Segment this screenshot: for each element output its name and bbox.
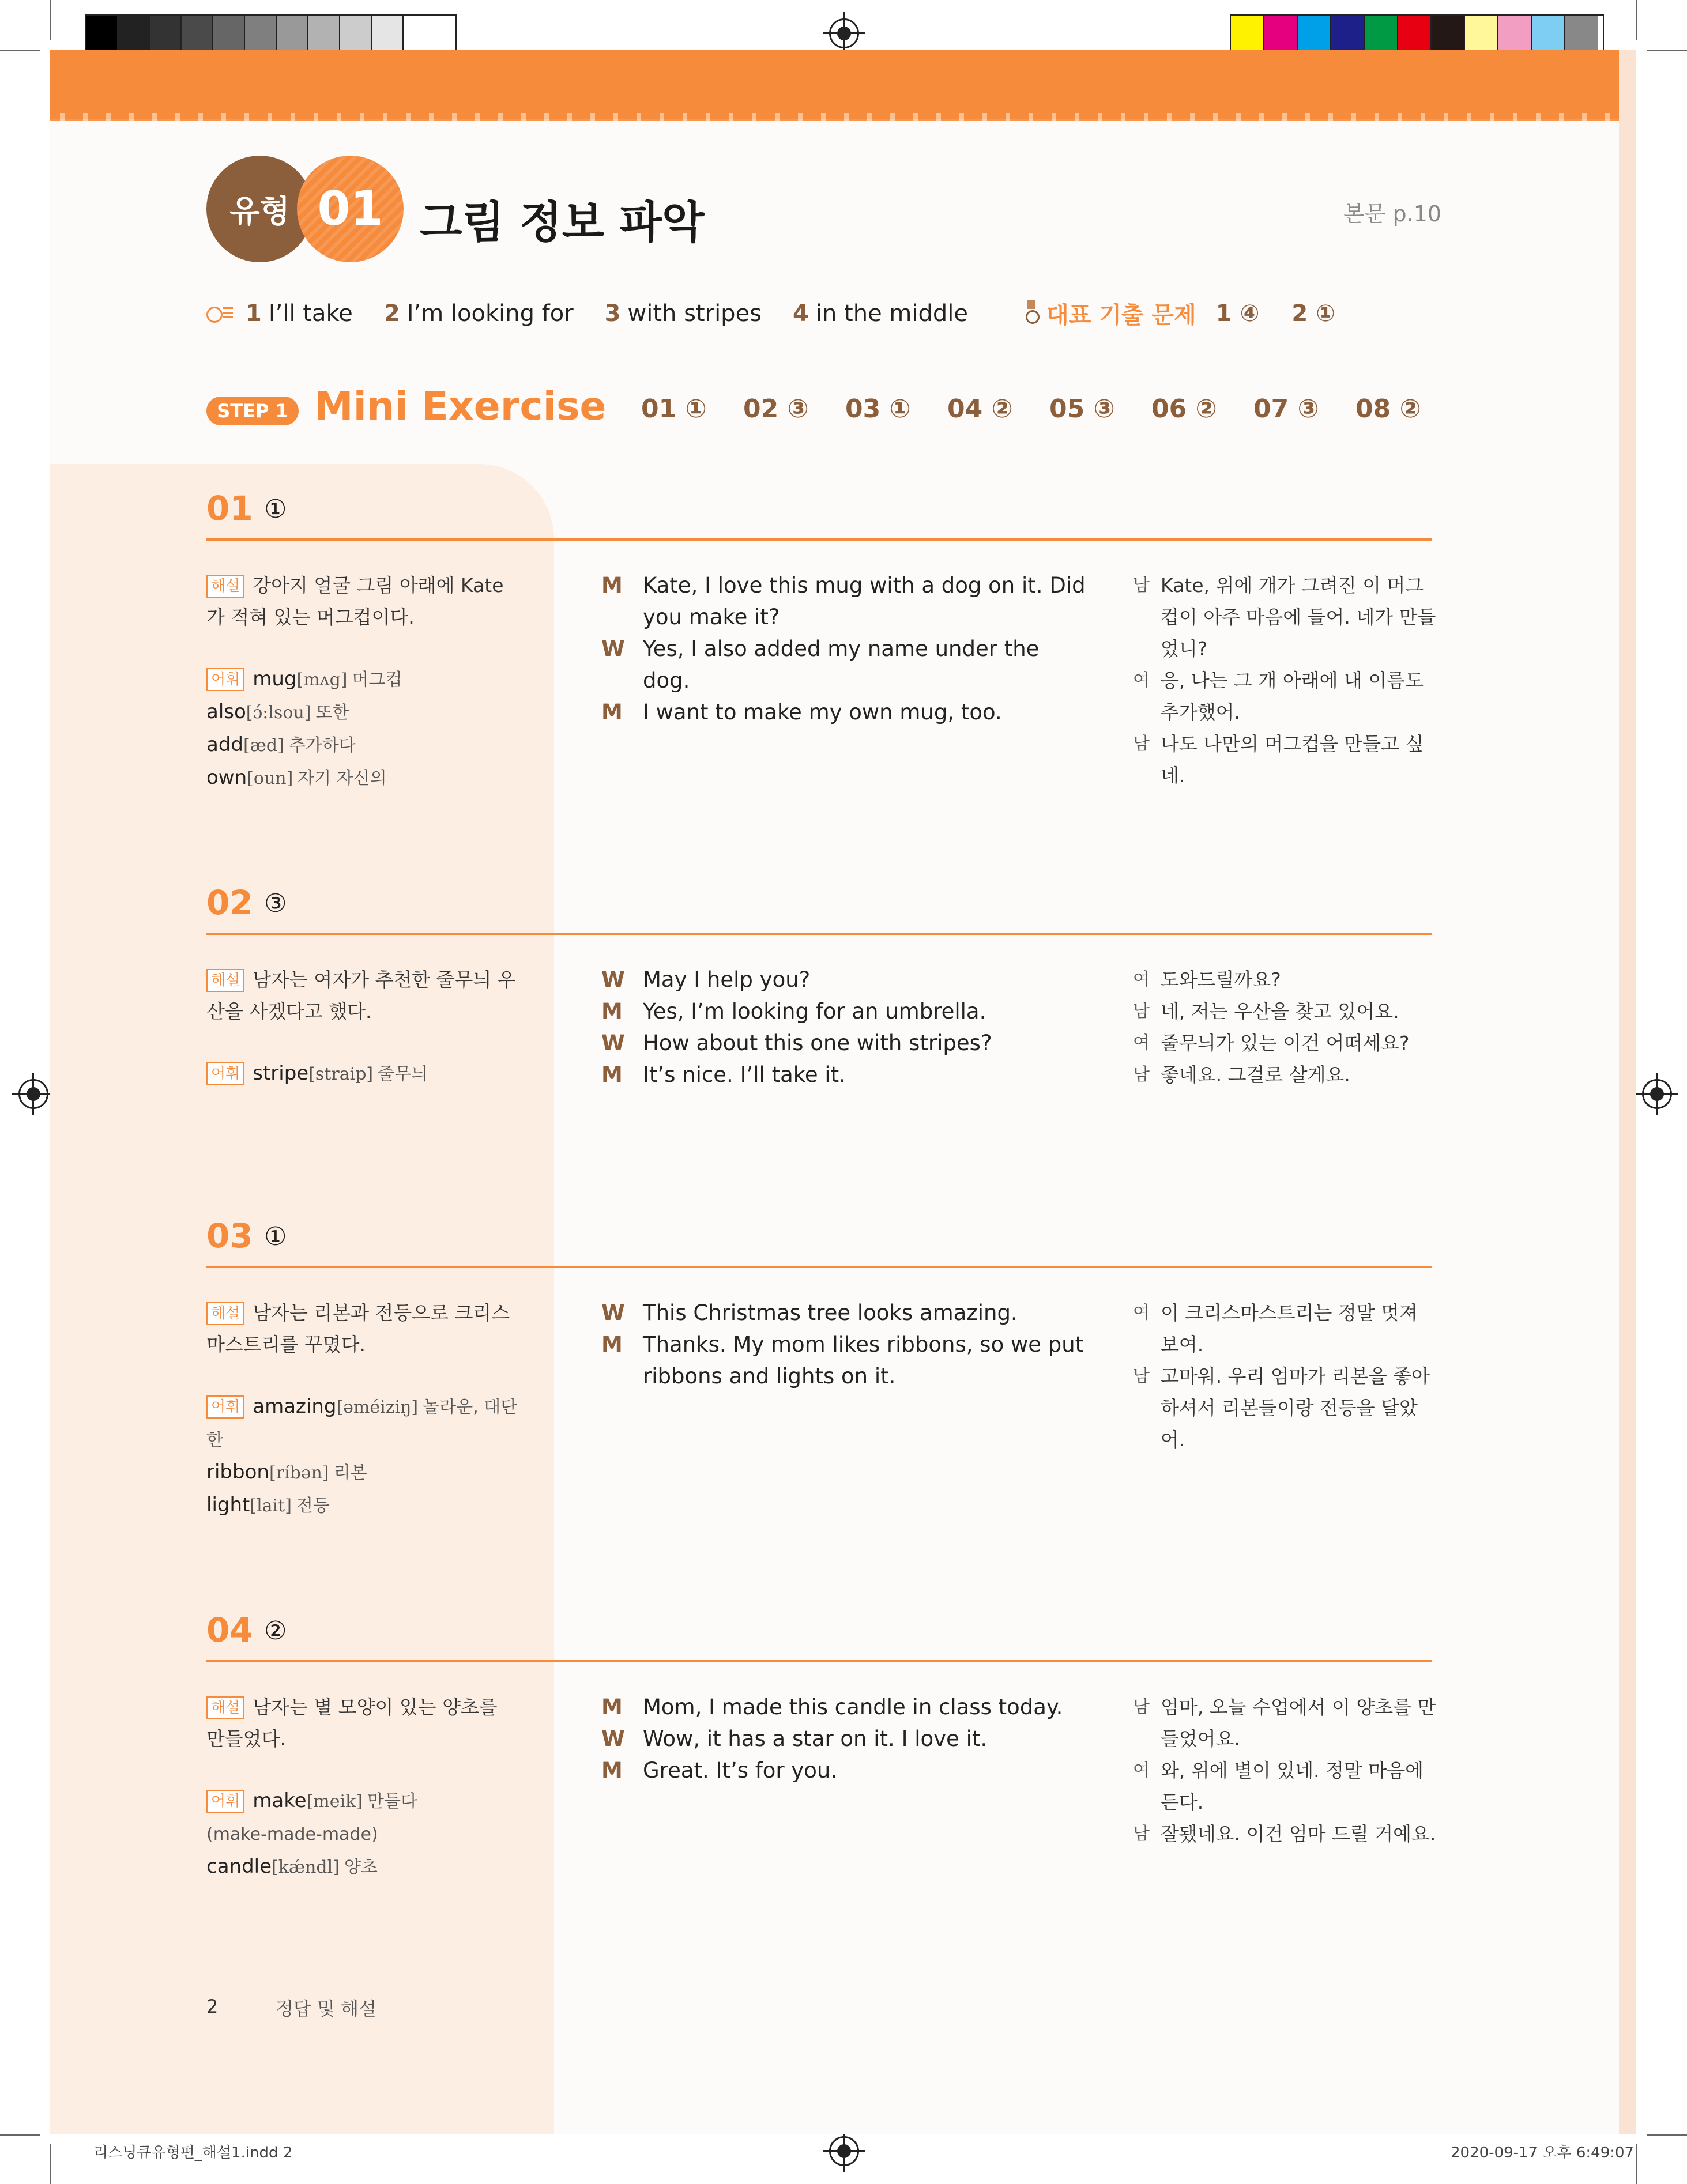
section-divider: [206, 1660, 1432, 1662]
section-answer: ③: [264, 889, 287, 918]
explanation: 해설 남자는 별 모양이 있는 양초를 만들었다.: [206, 1696, 498, 1750]
step-answer: 07 ③: [1253, 394, 1319, 424]
crop-mark: [1636, 0, 1637, 40]
section-divider: [206, 538, 1432, 541]
dialogue-line: M I want to make my own mug, too.: [601, 700, 1002, 725]
step-badge: STEP 1: [206, 397, 299, 425]
vocab-item: 어휘 mug[mʌg] 머그컵: [206, 663, 529, 696]
section-answer: ①: [264, 1222, 287, 1251]
explanation-tag: 해설: [206, 575, 244, 598]
section-divider: [206, 933, 1432, 935]
header-band-edge: [50, 113, 1619, 121]
section-divider: [206, 1266, 1432, 1268]
section-number: 04: [206, 1610, 253, 1650]
vocab-extra: (make-made-made): [206, 1824, 378, 1844]
translation-line: 남 좋네요. 그걸로 살게요.: [1133, 1063, 1350, 1086]
crop-mark: [1636, 2144, 1637, 2184]
dialogue-line: W How about this one with stripes?: [601, 1031, 992, 1055]
page-bleed-strip: [1619, 50, 1636, 2134]
vocabulary: [206, 663, 529, 794]
translation-line: 남 고마워. 우리 엄마가 리본을 좋아하셔서 리본들이랑 전등을 달았어.: [1133, 1365, 1430, 1451]
dialogue-line: W Yes, I also added my name under the dog.: [601, 636, 1040, 693]
type-badge: 유형: [206, 156, 313, 262]
vocab-item: candle[kǽndl] 양초: [206, 1855, 378, 1878]
representative-answer: 2 ①: [1291, 300, 1335, 327]
answer-item: 2 I’m looking for: [383, 300, 574, 327]
translation-line: 여 이 크리스마스트리는 정말 멋져 보여.: [1133, 1302, 1418, 1356]
section-answer: ①: [264, 495, 287, 524]
explanation-tag: 해설: [206, 1696, 244, 1719]
footer-title: 정답 및 해설: [276, 1998, 376, 2020]
translation-line: 남 엄마, 오늘 수업에서 이 양초를 만들었어요.: [1133, 1696, 1436, 1750]
dialogue-line: M Great. It’s for you.: [601, 1758, 838, 1783]
vocab-item: 어휘 make[meik] 만들다: [206, 1785, 529, 1817]
dialogue-line: M Mom, I made this candle in class today.: [601, 1695, 1063, 1719]
section-number: 03: [206, 1216, 253, 1255]
grayscale-color-bar: [85, 14, 457, 51]
step-answer: 05 ③: [1049, 394, 1115, 424]
step-answer-list: [641, 394, 1458, 424]
header-band: [50, 50, 1619, 119]
answer-item: 4 in the middle: [793, 300, 968, 327]
medal-icon: [1026, 300, 1038, 327]
vocab-tag: 어휘: [206, 1062, 244, 1085]
english-dialogue: [600, 569, 1090, 728]
slug-timestamp: 2020-09-17 오후 6:49:07: [1451, 2144, 1635, 2162]
dialogue-line: W Wow, it has a star on it. I love it.: [601, 1726, 988, 1751]
step-answer: 01 ①: [641, 394, 707, 424]
step-answer: 02 ③: [743, 394, 809, 424]
crop-mark: [1647, 50, 1687, 51]
registration-mark-bottom: [829, 2136, 859, 2166]
korean-translation: [1133, 964, 1439, 1091]
vocab-tag: 어휘: [206, 1395, 244, 1419]
representative-problems: [1026, 297, 1335, 330]
process-color-bar: [1230, 14, 1604, 51]
explanation-tag: 해설: [206, 969, 244, 992]
representative-answer: 1 ④: [1215, 300, 1260, 327]
vocab-item: 어휘 amazing[əméiziŋ] 놀라운, 대단한: [206, 1395, 518, 1450]
registration-mark-top: [829, 18, 859, 48]
slug-filename: 리스닝큐유형편_해설1.indd 2: [93, 2144, 293, 2162]
dialogue-line: M It’s nice. I’ll take it.: [601, 1062, 846, 1087]
crop-mark: [1647, 2134, 1687, 2136]
answer-key-row: [206, 297, 1335, 330]
explanation: 해설 강아지 얼굴 그림 아래에 Kate가 적혀 있는 머그컵이다.: [206, 574, 504, 628]
dialogue-line: M Yes, I’m looking for an umbrella.: [601, 999, 986, 1024]
explanation: 해설 남자는 여자가 추천한 줄무늬 우산을 사겠다고 했다.: [206, 968, 516, 1023]
english-dialogue: [600, 1691, 1090, 1786]
dialogue-line: M Thanks. My mom likes ribbons, so we put ribbons and lights on it.: [601, 1332, 1084, 1389]
section-answer: ②: [264, 1616, 287, 1646]
translation-line: 남 나도 나만의 머그컵을 만들고 싶네.: [1133, 733, 1424, 787]
step-title: Mini Exercise: [314, 384, 607, 429]
translation-line: 여 도와드릴까요?: [1133, 968, 1281, 991]
step-answer: 04 ②: [947, 394, 1013, 424]
translation-line: 남 잘됐네요. 이건 엄마 드릴 거예요.: [1133, 1823, 1436, 1845]
vocab-item: 어휘 stripe[straip] 줄무늬: [206, 1057, 529, 1090]
page-title: 그림 정보 파악: [420, 197, 705, 248]
registration-mark-right: [1642, 1079, 1672, 1109]
korean-translation: [1133, 1297, 1439, 1455]
section-number: 02: [206, 883, 253, 922]
crop-mark: [50, 2144, 51, 2184]
translation-line: 여 응, 나는 그 개 아래에 내 이름도 추가했어.: [1133, 669, 1424, 723]
step-answer: 03 ①: [845, 394, 911, 424]
dialogue-line: W This Christmas tree looks amazing.: [601, 1300, 1018, 1325]
vocab-item: also[ɔ́:lsou] 또한: [206, 700, 349, 723]
vocabulary: [206, 1390, 529, 1522]
page-number: 2: [206, 1996, 219, 2017]
answer-item: 1 I’ll take: [246, 300, 353, 327]
translation-line: 남 네, 저는 우산을 찾고 있어요.: [1133, 1000, 1399, 1023]
vocabulary: [206, 1057, 529, 1090]
dialogue-line: M Kate, I love this mug with a dog on it. Did you make it?: [601, 573, 1086, 629]
step-answer: 08 ②: [1355, 394, 1421, 424]
dialogue-line: W May I help you?: [601, 967, 811, 992]
vocab-item: add[æd] 추가하다: [206, 733, 356, 756]
answer-item: 3 with stripes: [604, 300, 762, 327]
step-answer: 06 ②: [1151, 394, 1217, 424]
english-dialogue: [600, 1297, 1090, 1392]
vocab-item: light[lait] 전등: [206, 1493, 330, 1517]
korean-translation: [1133, 569, 1439, 791]
explanation-tag: 해설: [206, 1302, 244, 1325]
crop-mark: [0, 2134, 40, 2136]
type-number-badge: 01: [297, 156, 404, 262]
crop-mark: [0, 50, 40, 51]
vocab-item: own[oun] 자기 자신의: [206, 766, 387, 789]
page-reference: 본문 p.10: [1343, 201, 1442, 227]
vocab-item: ribbon[ríbən] 리본: [206, 1461, 367, 1484]
representative-label: 대표 기출 문제: [1046, 302, 1196, 329]
crop-mark: [50, 0, 51, 40]
vocab-tag: 어휘: [206, 1790, 244, 1813]
explanation: 해설 남자는 리본과 전등으로 크리스마스트리를 꾸몄다.: [206, 1302, 510, 1356]
vocab-tag: 어휘: [206, 668, 244, 691]
section-number: 01: [206, 489, 253, 528]
english-dialogue: [600, 964, 1090, 1091]
translation-line: 여 줄무늬가 있는 이건 어떠세요?: [1133, 1032, 1410, 1054]
korean-translation: [1133, 1691, 1439, 1850]
key-icon: [206, 305, 235, 322]
registration-mark-left: [18, 1079, 48, 1109]
translation-line: 여 와, 위에 별이 있네. 정말 마음에 든다.: [1133, 1759, 1424, 1813]
vocabulary: [206, 1785, 529, 1883]
translation-line: 남 Kate, 위에 개가 그려진 이 머그컵이 아주 마음에 들어. 네가 만들었니?: [1133, 574, 1436, 660]
